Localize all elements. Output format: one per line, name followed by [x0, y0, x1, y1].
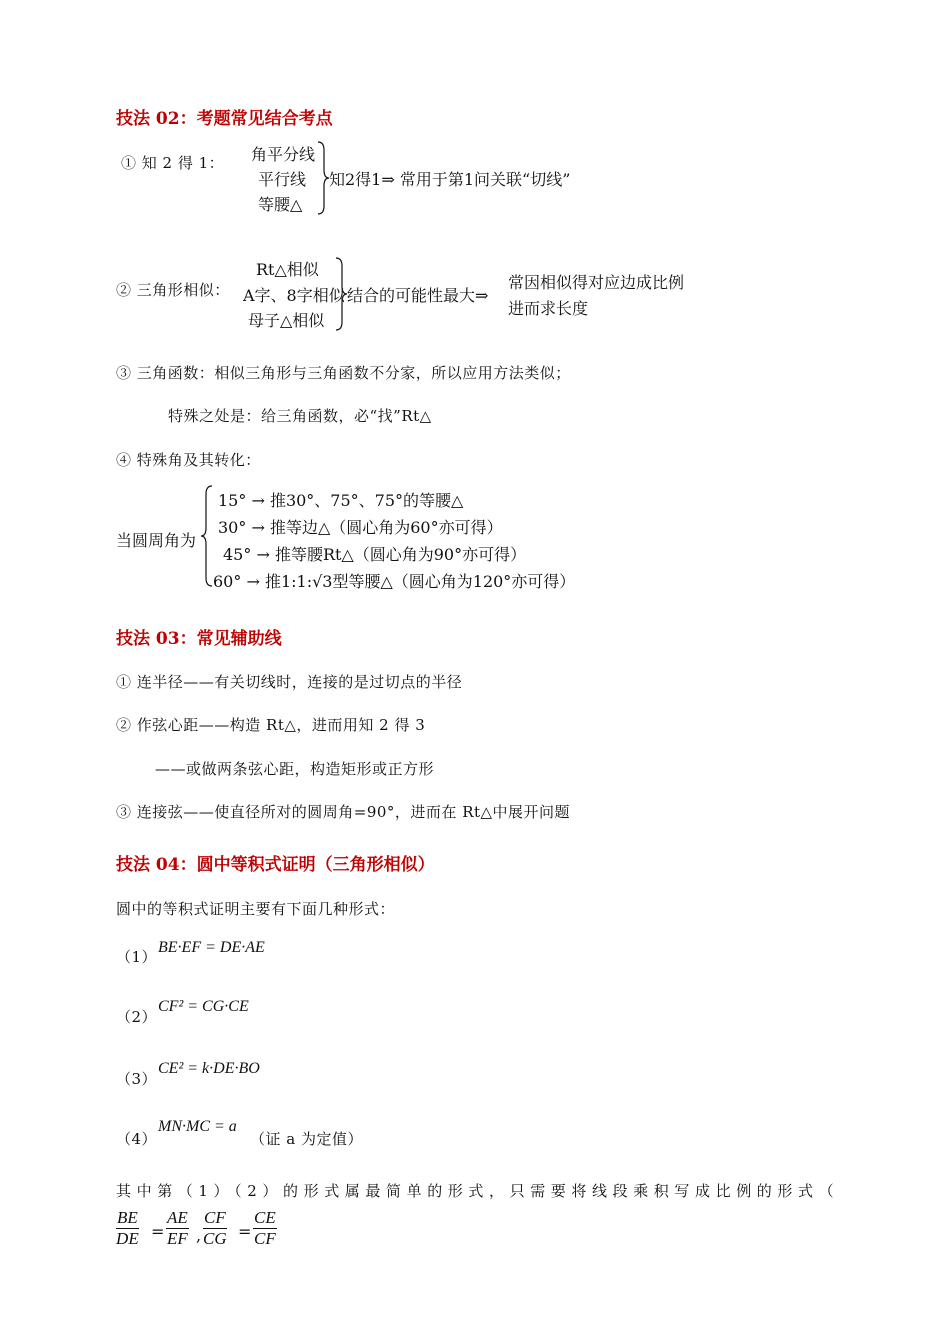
- fraction-denominator: EF: [167, 1229, 188, 1248]
- item4-case-45: 45° → 推等腰Rt△（圆心角为90°亦可得）: [223, 545, 527, 564]
- item1-condition-1: 角平分线: [251, 145, 316, 164]
- fraction-denominator: DE: [116, 1229, 139, 1248]
- item1-right-brace: [316, 140, 330, 216]
- form-3-number: （3）: [116, 1070, 158, 1088]
- form-1-expression: BE·EF = DE·AE: [158, 939, 265, 956]
- item2-condition-2: A字、8字相似: [243, 286, 345, 305]
- equals-sign-1: =: [151, 1222, 165, 1241]
- item4-case-15: 15° → 推30°、75°、75°的等腰△: [218, 491, 464, 510]
- section-02-title: 技法 02：考题常见结合考点: [116, 109, 333, 129]
- item1-condition-3: 等腰△: [258, 195, 303, 214]
- item2-note-line2: 进而求长度: [508, 299, 589, 318]
- item4-case-60: 60° → 推1:1:√3型等腰△（圆心角为120°亦可得）: [213, 572, 576, 591]
- item4-lead: 当圆周角为: [116, 531, 197, 550]
- form-1-number: （1）: [116, 948, 158, 966]
- item2-label: ② 三角形相似：: [116, 281, 230, 299]
- fraction-cf-cg: [203, 1208, 227, 1249]
- form-2-number: （2）: [116, 1008, 158, 1026]
- form-2-expression: CF² = CG·CE: [158, 998, 249, 1015]
- item4-text: ④ 特殊角及其转化：: [116, 451, 261, 469]
- fraction-denominator: CF: [254, 1229, 276, 1248]
- item1-result: 知2得1⇒ 常用于第1问关联“切线”: [329, 170, 571, 189]
- aux-line-2-sub: ——或做两条弦心距，构造矩形或正方形: [155, 760, 435, 778]
- fraction-numerator: AE: [167, 1208, 188, 1227]
- fraction-numerator: BE: [117, 1208, 138, 1227]
- fraction-numerator: CF: [204, 1208, 226, 1227]
- item4-case-30: 30° → 推等边△（圆心角为60°亦可得）: [218, 518, 503, 537]
- item1-label: ① 知 2 得 1：: [121, 154, 225, 172]
- item1-condition-2: 平行线: [258, 170, 307, 189]
- form-4-number: （4）: [116, 1130, 158, 1148]
- aux-line-1: ① 连半径——有关切线时，连接的是过切点的半径: [116, 673, 463, 691]
- fraction-numerator: CE: [254, 1208, 276, 1227]
- item2-result: 结合的可能性最大⇒: [347, 286, 489, 305]
- item2-note-line1: 常因相似得对应边成比例: [508, 273, 685, 292]
- equals-sign-2: =: [238, 1222, 252, 1241]
- form-4-note: （证 a 为定值）: [250, 1130, 363, 1148]
- item2-condition-1: Rt△相似: [256, 260, 319, 279]
- item3-subtext: 特殊之处是：给三角函数，必“找”Rt△: [168, 407, 432, 425]
- form-3-expression: CE² = k·DE·BO: [158, 1060, 260, 1077]
- fraction-ae-ef: [166, 1208, 189, 1249]
- closing-text: 其中第（1）（2）的形式属最简单的形式，只需要将线段乘积写成比例的形式（: [116, 1182, 840, 1200]
- section-04-intro: 圆中的等积式证明主要有下面几种形式：: [116, 900, 396, 918]
- fraction-denominator: CG: [203, 1229, 227, 1248]
- section-04-title: 技法 04：圆中等积式证明（三角形相似）: [116, 855, 435, 875]
- item3-text: ③ 三角函数：相似三角形与三角函数不分家，所以应用方法类似；: [116, 364, 571, 382]
- item2-right-brace: [334, 256, 348, 332]
- item2-condition-3: 母子△相似: [248, 311, 325, 330]
- section-03-title: 技法 03：常见辅助线: [116, 629, 282, 649]
- item4-left-brace: [200, 484, 214, 588]
- comma-separator: ,: [196, 1226, 202, 1245]
- aux-line-2: ② 作弦心距——构造 Rt△，进而用知 2 得 3: [116, 716, 426, 734]
- aux-line-3: ③ 连接弦——使直径所对的圆周角=90°，进而在 Rt△中展开问题: [116, 803, 571, 821]
- fraction-ce-cf: [253, 1208, 277, 1249]
- form-4-expression: MN·MC = a: [158, 1118, 237, 1135]
- fraction-be-de: [116, 1208, 139, 1249]
